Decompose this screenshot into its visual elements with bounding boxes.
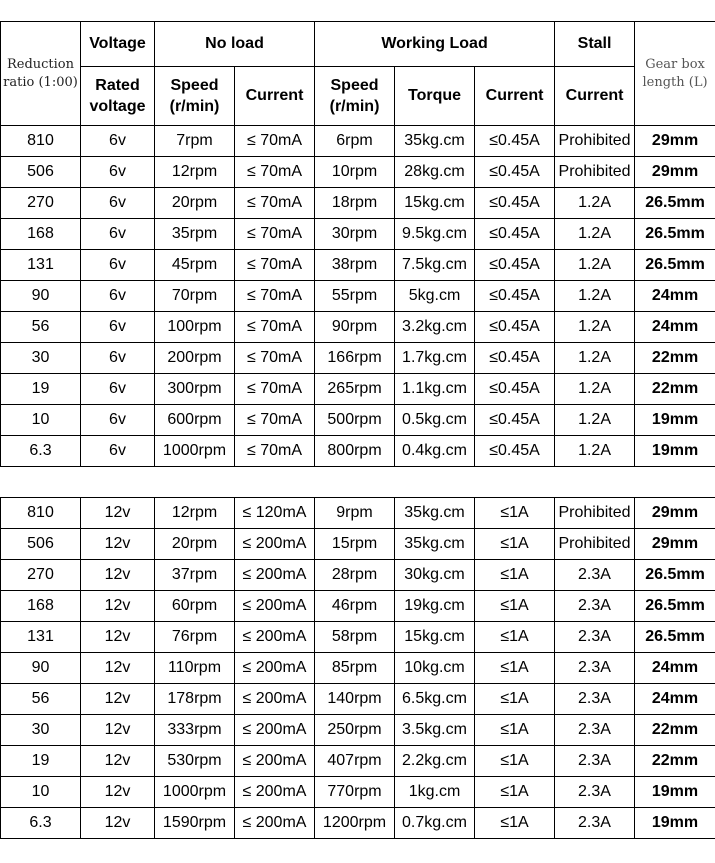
cell-stall-current: 1.2A: [555, 343, 635, 374]
cell-torque: 2.2kg.cm: [395, 746, 475, 777]
cell-working-speed: 250rpm: [315, 715, 395, 746]
cell-gearbox-length: 22mm: [635, 374, 715, 405]
cell-voltage: 6v: [81, 281, 155, 312]
cell-working-speed: 265rpm: [315, 374, 395, 405]
cell-working-speed: 15rpm: [315, 529, 395, 560]
cell-stall-current: 1.2A: [555, 405, 635, 436]
cell-gearbox-length: 22mm: [635, 715, 715, 746]
cell-noload-speed: 37rpm: [155, 560, 235, 591]
cell-gearbox-length: 24mm: [635, 281, 715, 312]
cell-noload-current: ≤ 200mA: [235, 684, 315, 715]
cell-noload-speed: 20rpm: [155, 188, 235, 219]
cell-gearbox-length: 29mm: [635, 157, 715, 188]
cell-noload-current: ≤ 70mA: [235, 343, 315, 374]
cell-noload-speed: 100rpm: [155, 312, 235, 343]
cell-voltage: 12v: [81, 808, 155, 839]
cell-voltage: 12v: [81, 622, 155, 653]
cell-working-speed: 30rpm: [315, 219, 395, 250]
table-row: [1, 281, 715, 312]
cell-working-current: ≤0.45A: [475, 126, 555, 157]
table-row: [1, 684, 715, 715]
cell-gearbox-length: 29mm: [635, 529, 715, 560]
cell-stall-current: 2.3A: [555, 653, 635, 684]
cell-voltage: 6v: [81, 343, 155, 374]
cell-ratio: 810: [1, 498, 81, 529]
cell-torque: 35kg.cm: [395, 498, 475, 529]
cell-working-current: ≤1A: [475, 808, 555, 839]
cell-gearbox-length: 26.5mm: [635, 591, 715, 622]
cell-torque: 3.5kg.cm: [395, 715, 475, 746]
cell-noload-speed: 20rpm: [155, 529, 235, 560]
header-no-load: No load: [155, 22, 315, 67]
header-stall-current: Current: [555, 67, 635, 126]
cell-noload-current: ≤ 70mA: [235, 157, 315, 188]
header-no-load-speed: Speed (r/min): [155, 67, 235, 126]
cell-voltage: 6v: [81, 312, 155, 343]
cell-noload-speed: 12rpm: [155, 157, 235, 188]
cell-working-current: ≤1A: [475, 715, 555, 746]
cell-stall-current: Prohibited: [555, 529, 635, 560]
cell-stall-current: 2.3A: [555, 808, 635, 839]
cell-ratio: 30: [1, 715, 81, 746]
table-body-6v: [1, 126, 715, 467]
cell-working-current: ≤1A: [475, 653, 555, 684]
cell-voltage: 12v: [81, 715, 155, 746]
cell-stall-current: 2.3A: [555, 746, 635, 777]
cell-stall-current: 2.3A: [555, 777, 635, 808]
cell-gearbox-length: 26.5mm: [635, 219, 715, 250]
cell-noload-speed: 333rpm: [155, 715, 235, 746]
cell-ratio: 6.3: [1, 436, 81, 467]
cell-stall-current: Prohibited: [555, 157, 635, 188]
cell-gearbox-length: 24mm: [635, 684, 715, 715]
cell-ratio: 168: [1, 591, 81, 622]
cell-torque: 9.5kg.cm: [395, 219, 475, 250]
cell-working-current: ≤1A: [475, 560, 555, 591]
cell-working-speed: 10rpm: [315, 157, 395, 188]
cell-noload-speed: 300rpm: [155, 374, 235, 405]
table-row: [1, 157, 715, 188]
table-row: [1, 498, 715, 529]
cell-ratio: 90: [1, 653, 81, 684]
cell-working-current: ≤1A: [475, 622, 555, 653]
cell-working-speed: 58rpm: [315, 622, 395, 653]
cell-ratio: 810: [1, 126, 81, 157]
cell-voltage: 12v: [81, 591, 155, 622]
cell-noload-current: ≤ 200mA: [235, 715, 315, 746]
cell-ratio: 30: [1, 343, 81, 374]
table-row: [1, 436, 715, 467]
cell-working-current: ≤1A: [475, 777, 555, 808]
cell-stall-current: 1.2A: [555, 374, 635, 405]
cell-voltage: 6v: [81, 250, 155, 281]
cell-torque: 0.4kg.cm: [395, 436, 475, 467]
header-working-load: Working Load: [315, 22, 555, 67]
table-row: [1, 622, 715, 653]
cell-working-current: ≤1A: [475, 684, 555, 715]
cell-working-speed: 166rpm: [315, 343, 395, 374]
cell-torque: 1.1kg.cm: [395, 374, 475, 405]
cell-torque: 10kg.cm: [395, 653, 475, 684]
cell-noload-current: ≤ 200mA: [235, 653, 315, 684]
cell-working-current: ≤0.45A: [475, 219, 555, 250]
header-reduction-ratio: Reduction ratio (1:00): [1, 22, 81, 126]
cell-gearbox-length: 19mm: [635, 808, 715, 839]
cell-ratio: 56: [1, 312, 81, 343]
cell-stall-current: 1.2A: [555, 250, 635, 281]
cell-ratio: 6.3: [1, 808, 81, 839]
cell-working-speed: 1200rpm: [315, 808, 395, 839]
cell-noload-current: ≤ 200mA: [235, 746, 315, 777]
cell-noload-speed: 1000rpm: [155, 777, 235, 808]
cell-ratio: 90: [1, 281, 81, 312]
table-body-12v: [1, 498, 715, 839]
cell-voltage: 12v: [81, 777, 155, 808]
table-row: [1, 591, 715, 622]
cell-torque: 1kg.cm: [395, 777, 475, 808]
cell-stall-current: 1.2A: [555, 281, 635, 312]
cell-noload-current: ≤ 70mA: [235, 405, 315, 436]
table-row: [1, 808, 715, 839]
cell-gearbox-length: 22mm: [635, 343, 715, 374]
cell-working-current: ≤0.45A: [475, 436, 555, 467]
cell-ratio: 131: [1, 622, 81, 653]
cell-working-speed: 18rpm: [315, 188, 395, 219]
cell-working-speed: 6rpm: [315, 126, 395, 157]
cell-stall-current: 2.3A: [555, 560, 635, 591]
cell-torque: 15kg.cm: [395, 188, 475, 219]
table-row: [1, 343, 715, 374]
cell-torque: 30kg.cm: [395, 560, 475, 591]
cell-stall-current: 2.3A: [555, 684, 635, 715]
cell-ratio: 19: [1, 746, 81, 777]
cell-torque: 0.7kg.cm: [395, 808, 475, 839]
table-row: [1, 715, 715, 746]
cell-ratio: 506: [1, 157, 81, 188]
header-stall: Stall: [555, 22, 635, 67]
cell-working-speed: 28rpm: [315, 560, 395, 591]
cell-noload-speed: 70rpm: [155, 281, 235, 312]
cell-gearbox-length: 26.5mm: [635, 560, 715, 591]
cell-gearbox-length: 26.5mm: [635, 250, 715, 281]
cell-working-speed: 500rpm: [315, 405, 395, 436]
cell-torque: 35kg.cm: [395, 529, 475, 560]
cell-noload-current: ≤ 70mA: [235, 281, 315, 312]
cell-stall-current: 2.3A: [555, 591, 635, 622]
cell-ratio: 19: [1, 374, 81, 405]
cell-stall-current: 1.2A: [555, 188, 635, 219]
table-row: [1, 529, 715, 560]
cell-voltage: 12v: [81, 529, 155, 560]
cell-noload-speed: 178rpm: [155, 684, 235, 715]
cell-noload-speed: 1590rpm: [155, 808, 235, 839]
cell-torque: 0.5kg.cm: [395, 405, 475, 436]
cell-noload-current: ≤ 200mA: [235, 560, 315, 591]
header-no-load-current: Current: [235, 67, 315, 126]
cell-noload-current: ≤ 70mA: [235, 374, 315, 405]
cell-gearbox-length: 24mm: [635, 312, 715, 343]
cell-working-current: ≤0.45A: [475, 343, 555, 374]
cell-voltage: 6v: [81, 405, 155, 436]
cell-voltage: 12v: [81, 684, 155, 715]
cell-working-speed: 85rpm: [315, 653, 395, 684]
cell-ratio: 10: [1, 405, 81, 436]
table-row: [1, 746, 715, 777]
cell-noload-current: ≤ 70mA: [235, 312, 315, 343]
cell-noload-current: ≤ 70mA: [235, 219, 315, 250]
cell-working-current: ≤1A: [475, 591, 555, 622]
cell-torque: 5kg.cm: [395, 281, 475, 312]
cell-working-current: ≤0.45A: [475, 405, 555, 436]
cell-gearbox-length: 19mm: [635, 777, 715, 808]
cell-gearbox-length: 19mm: [635, 405, 715, 436]
cell-voltage: 6v: [81, 219, 155, 250]
cell-stall-current: 2.3A: [555, 715, 635, 746]
cell-working-current: ≤0.45A: [475, 157, 555, 188]
cell-noload-speed: 76rpm: [155, 622, 235, 653]
cell-working-current: ≤0.45A: [475, 188, 555, 219]
cell-noload-current: ≤ 200mA: [235, 529, 315, 560]
cell-stall-current: Prohibited: [555, 498, 635, 529]
cell-torque: 1.7kg.cm: [395, 343, 475, 374]
cell-voltage: 12v: [81, 746, 155, 777]
table-row: [1, 777, 715, 808]
cell-noload-speed: 600rpm: [155, 405, 235, 436]
cell-torque: 3.2kg.cm: [395, 312, 475, 343]
cell-ratio: 168: [1, 219, 81, 250]
cell-noload-speed: 35rpm: [155, 219, 235, 250]
cell-gearbox-length: 26.5mm: [635, 622, 715, 653]
cell-working-speed: 9rpm: [315, 498, 395, 529]
cell-noload-speed: 200rpm: [155, 343, 235, 374]
table-row: [1, 653, 715, 684]
cell-gearbox-length: 24mm: [635, 653, 715, 684]
spec-table-6v: [0, 21, 715, 467]
cell-torque: 19kg.cm: [395, 591, 475, 622]
cell-ratio: 131: [1, 250, 81, 281]
cell-working-speed: 90rpm: [315, 312, 395, 343]
cell-voltage: 6v: [81, 436, 155, 467]
cell-noload-speed: 110rpm: [155, 653, 235, 684]
cell-ratio: 56: [1, 684, 81, 715]
cell-voltage: 12v: [81, 653, 155, 684]
cell-noload-speed: 530rpm: [155, 746, 235, 777]
header-voltage: Voltage: [81, 22, 155, 67]
cell-noload-current: ≤ 200mA: [235, 591, 315, 622]
header-torque: Torque: [395, 67, 475, 126]
header-rated-voltage: Rated voltage: [81, 67, 155, 126]
cell-working-speed: 140rpm: [315, 684, 395, 715]
cell-torque: 7.5kg.cm: [395, 250, 475, 281]
cell-ratio: 270: [1, 560, 81, 591]
cell-working-current: ≤0.45A: [475, 281, 555, 312]
cell-noload-current: ≤ 70mA: [235, 188, 315, 219]
cell-ratio: 270: [1, 188, 81, 219]
cell-working-speed: 46rpm: [315, 591, 395, 622]
cell-working-current: ≤0.45A: [475, 312, 555, 343]
cell-stall-current: 1.2A: [555, 312, 635, 343]
cell-voltage: 6v: [81, 188, 155, 219]
cell-gearbox-length: 29mm: [635, 498, 715, 529]
cell-working-current: ≤0.45A: [475, 250, 555, 281]
cell-voltage: 12v: [81, 498, 155, 529]
cell-noload-current: ≤ 200mA: [235, 777, 315, 808]
cell-voltage: 12v: [81, 560, 155, 591]
cell-working-speed: 407rpm: [315, 746, 395, 777]
cell-working-current: ≤1A: [475, 498, 555, 529]
cell-noload-speed: 60rpm: [155, 591, 235, 622]
cell-voltage: 6v: [81, 126, 155, 157]
cell-noload-current: ≤ 200mA: [235, 622, 315, 653]
cell-ratio: 506: [1, 529, 81, 560]
spec-table-12v: [0, 497, 715, 839]
cell-working-current: ≤1A: [475, 529, 555, 560]
table-row: [1, 188, 715, 219]
cell-noload-speed: 45rpm: [155, 250, 235, 281]
cell-ratio: 10: [1, 777, 81, 808]
table-row: [1, 312, 715, 343]
cell-noload-speed: 12rpm: [155, 498, 235, 529]
cell-noload-current: ≤ 70mA: [235, 126, 315, 157]
cell-working-speed: 38rpm: [315, 250, 395, 281]
cell-gearbox-length: 29mm: [635, 126, 715, 157]
cell-working-current: ≤0.45A: [475, 374, 555, 405]
cell-noload-current: ≤ 70mA: [235, 436, 315, 467]
cell-noload-current: ≤ 200mA: [235, 808, 315, 839]
cell-gearbox-length: 26.5mm: [635, 188, 715, 219]
cell-working-speed: 770rpm: [315, 777, 395, 808]
table-row: [1, 560, 715, 591]
header-working-speed: Speed (r/min): [315, 67, 395, 126]
cell-noload-speed: 7rpm: [155, 126, 235, 157]
table-row: [1, 250, 715, 281]
cell-stall-current: 1.2A: [555, 219, 635, 250]
header-working-current: Current: [475, 67, 555, 126]
table-row: [1, 126, 715, 157]
cell-noload-speed: 1000rpm: [155, 436, 235, 467]
cell-working-speed: 55rpm: [315, 281, 395, 312]
cell-stall-current: 2.3A: [555, 622, 635, 653]
table-row: [1, 219, 715, 250]
table-row: [1, 374, 715, 405]
cell-noload-current: ≤ 120mA: [235, 498, 315, 529]
cell-torque: 15kg.cm: [395, 622, 475, 653]
cell-working-speed: 800rpm: [315, 436, 395, 467]
cell-noload-current: ≤ 70mA: [235, 250, 315, 281]
header-gearbox-length: Gear box length (L): [635, 22, 715, 126]
cell-stall-current: Prohibited: [555, 126, 635, 157]
cell-voltage: 6v: [81, 374, 155, 405]
table-row: [1, 405, 715, 436]
cell-torque: 35kg.cm: [395, 126, 475, 157]
cell-torque: 6.5kg.cm: [395, 684, 475, 715]
cell-gearbox-length: 22mm: [635, 746, 715, 777]
cell-torque: 28kg.cm: [395, 157, 475, 188]
cell-working-current: ≤1A: [475, 746, 555, 777]
cell-stall-current: 1.2A: [555, 436, 635, 467]
cell-gearbox-length: 19mm: [635, 436, 715, 467]
cell-voltage: 6v: [81, 157, 155, 188]
